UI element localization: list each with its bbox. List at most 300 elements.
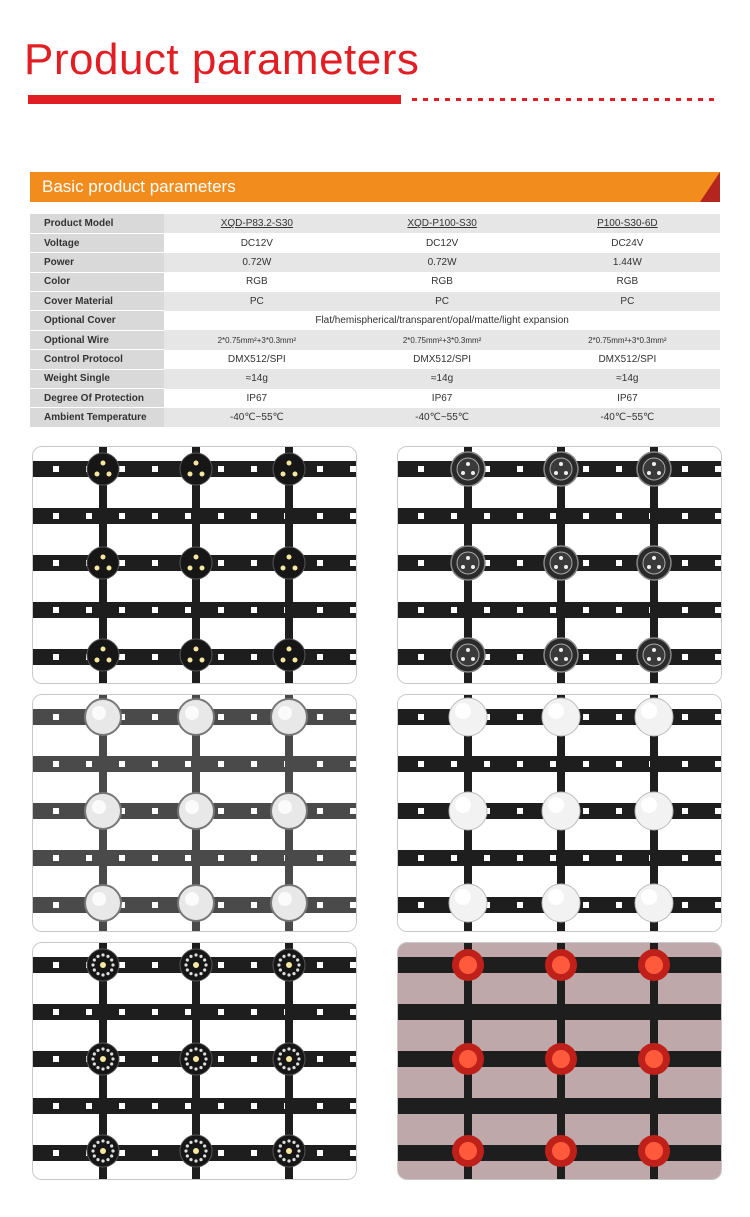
strip-window bbox=[550, 855, 556, 861]
strip-window bbox=[251, 761, 257, 767]
strip-window bbox=[218, 1103, 224, 1109]
value-cell: -40℃~55℃ bbox=[164, 408, 349, 427]
led-dot bbox=[292, 972, 295, 975]
strip-window bbox=[715, 560, 721, 566]
strip-window bbox=[616, 714, 622, 720]
strip-window bbox=[218, 513, 224, 519]
led-chip bbox=[652, 462, 656, 466]
led-dot bbox=[101, 1047, 104, 1050]
value-cell: IP67 bbox=[535, 389, 720, 408]
strip-window bbox=[350, 654, 356, 660]
led-chip bbox=[194, 647, 199, 652]
led-dot bbox=[106, 1141, 109, 1144]
table-row bbox=[30, 272, 720, 291]
led-chip bbox=[559, 462, 563, 466]
led-dot bbox=[189, 1141, 192, 1144]
led-dot bbox=[277, 1057, 280, 1060]
strip-window bbox=[152, 513, 158, 519]
strip-window bbox=[350, 902, 356, 908]
led-chip bbox=[647, 471, 651, 475]
strip-window bbox=[616, 607, 622, 613]
table-row bbox=[30, 350, 720, 369]
strip-window bbox=[317, 654, 323, 660]
led-chip bbox=[647, 565, 651, 569]
strip-window bbox=[251, 808, 257, 814]
strip-window bbox=[350, 1056, 356, 1062]
strip-window bbox=[517, 855, 523, 861]
strip-window bbox=[317, 1056, 323, 1062]
strip-window bbox=[517, 808, 523, 814]
pixel-node bbox=[87, 639, 119, 671]
strip-window bbox=[152, 560, 158, 566]
led-dot bbox=[93, 1052, 96, 1055]
clear-cover bbox=[550, 552, 572, 574]
led-dot bbox=[297, 1149, 300, 1152]
table-row bbox=[30, 311, 720, 330]
value-cell: PC bbox=[349, 292, 534, 311]
led-chip bbox=[193, 1148, 199, 1154]
row-label: Color bbox=[30, 272, 164, 291]
strip-window bbox=[86, 1103, 92, 1109]
value-cell: 1.44W bbox=[535, 253, 720, 272]
strip-window bbox=[218, 1056, 224, 1062]
strip-window bbox=[583, 902, 589, 908]
value-cell: 0.72W bbox=[349, 253, 534, 272]
model-cell: XQD-P100-S30 bbox=[349, 214, 534, 233]
strip-window bbox=[484, 513, 490, 519]
strip-window bbox=[350, 513, 356, 519]
pixel-node bbox=[273, 639, 305, 671]
led-dot bbox=[110, 1144, 113, 1147]
led-dot bbox=[279, 1052, 282, 1055]
led-dot bbox=[96, 972, 99, 975]
strip-window bbox=[317, 1009, 323, 1015]
strip-window bbox=[119, 607, 125, 613]
strip-window bbox=[152, 1009, 158, 1015]
clear-cover bbox=[457, 644, 479, 666]
led-chip bbox=[559, 556, 563, 560]
strip-window bbox=[152, 1056, 158, 1062]
product-photo-1 bbox=[32, 446, 357, 684]
strip-window bbox=[119, 1150, 125, 1156]
led-dot bbox=[189, 1049, 192, 1052]
strip-window bbox=[185, 1103, 191, 1109]
strip-window bbox=[218, 714, 224, 720]
led-chip bbox=[652, 556, 656, 560]
strip-window bbox=[218, 902, 224, 908]
strip-window bbox=[152, 902, 158, 908]
led-dot bbox=[91, 963, 94, 966]
strip-window bbox=[682, 855, 688, 861]
led-dot bbox=[96, 1049, 99, 1052]
led-dot bbox=[199, 1066, 202, 1069]
led-dot bbox=[203, 1062, 206, 1065]
pixel-node bbox=[87, 453, 119, 485]
title-underline bbox=[28, 95, 401, 104]
strip-window bbox=[350, 1009, 356, 1015]
led-chip bbox=[100, 1148, 106, 1154]
strip-window bbox=[218, 607, 224, 613]
cover-highlight bbox=[185, 892, 199, 906]
lit-core bbox=[459, 1050, 477, 1068]
strip-window bbox=[251, 714, 257, 720]
led-chip bbox=[101, 461, 106, 466]
strip-window bbox=[517, 560, 523, 566]
pixel-node bbox=[180, 453, 212, 485]
strip-window bbox=[251, 560, 257, 566]
led-dot bbox=[199, 972, 202, 975]
strip-window bbox=[484, 607, 490, 613]
strip-window bbox=[152, 761, 158, 767]
strip-window bbox=[185, 513, 191, 519]
cover-highlight bbox=[548, 703, 564, 719]
led-dot bbox=[297, 1057, 300, 1060]
strip-window bbox=[152, 1150, 158, 1156]
cover-highlight bbox=[185, 706, 199, 720]
led-dot bbox=[287, 1067, 290, 1070]
strip-window bbox=[251, 607, 257, 613]
strip-window bbox=[418, 560, 424, 566]
product-photo-4 bbox=[397, 694, 722, 932]
lit-core bbox=[459, 1142, 477, 1160]
led-chip bbox=[554, 565, 558, 569]
model-cell: XQD-P83.2-S30 bbox=[164, 214, 349, 233]
led-dot bbox=[96, 1158, 99, 1161]
led-chip bbox=[466, 648, 470, 652]
led-dot bbox=[296, 1144, 299, 1147]
led-dot bbox=[279, 958, 282, 961]
led-dot bbox=[282, 955, 285, 958]
product-photo-5 bbox=[32, 942, 357, 1180]
strip-window bbox=[682, 607, 688, 613]
strip-window bbox=[218, 808, 224, 814]
strip-window bbox=[682, 560, 688, 566]
strip-window bbox=[451, 761, 457, 767]
strip-window bbox=[583, 808, 589, 814]
strip-window bbox=[251, 1009, 257, 1015]
led-dot bbox=[199, 1049, 202, 1052]
strip-window bbox=[583, 466, 589, 472]
strip-window bbox=[616, 654, 622, 660]
strip-window bbox=[185, 607, 191, 613]
strip-window bbox=[418, 902, 424, 908]
led-chip bbox=[281, 566, 286, 571]
led-dot bbox=[101, 1159, 104, 1162]
led-dot bbox=[184, 1149, 187, 1152]
strip-window bbox=[152, 808, 158, 814]
strip-window bbox=[682, 902, 688, 908]
led-chip bbox=[293, 472, 298, 477]
led-chip bbox=[101, 555, 106, 560]
value-cell: 0.72W bbox=[164, 253, 349, 272]
strip-window bbox=[53, 1056, 59, 1062]
led-chip bbox=[188, 658, 193, 663]
strip-window bbox=[418, 761, 424, 767]
strip-window bbox=[715, 607, 721, 613]
led-dot bbox=[101, 953, 104, 956]
value-cell: PC bbox=[164, 292, 349, 311]
table-row bbox=[30, 389, 720, 408]
section-header bbox=[30, 172, 720, 202]
strip-window bbox=[218, 1150, 224, 1156]
strip-window bbox=[715, 808, 721, 814]
lit-core bbox=[645, 956, 663, 974]
led-dot bbox=[101, 1139, 104, 1142]
strip-window bbox=[350, 1150, 356, 1156]
strip-window bbox=[152, 654, 158, 660]
pixel-node bbox=[180, 639, 212, 671]
table-row bbox=[30, 292, 720, 311]
led-dot bbox=[106, 972, 109, 975]
led-dot bbox=[282, 1049, 285, 1052]
strip-window bbox=[350, 607, 356, 613]
cover-highlight bbox=[185, 800, 199, 814]
led-chip bbox=[200, 472, 205, 477]
cover-highlight bbox=[278, 800, 292, 814]
strip-window bbox=[583, 761, 589, 767]
value-cell: DMX512/SPI bbox=[349, 350, 534, 369]
value-cell: PC bbox=[535, 292, 720, 311]
led-dot bbox=[110, 958, 113, 961]
led-dot bbox=[93, 1144, 96, 1147]
strip-window bbox=[119, 962, 125, 968]
strip-window bbox=[317, 902, 323, 908]
led-dot bbox=[199, 1141, 202, 1144]
clear-cover bbox=[643, 552, 665, 574]
led-chip bbox=[461, 565, 465, 569]
strip-window bbox=[583, 654, 589, 660]
strip-window bbox=[418, 654, 424, 660]
led-dot bbox=[296, 958, 299, 961]
table-row bbox=[30, 408, 720, 427]
cover-highlight bbox=[92, 800, 106, 814]
led-dot bbox=[96, 1066, 99, 1069]
strip-window bbox=[682, 808, 688, 814]
clear-cover bbox=[550, 458, 572, 480]
led-dot bbox=[287, 1159, 290, 1162]
led-dot bbox=[101, 973, 104, 976]
strip-window bbox=[317, 607, 323, 613]
led-dot bbox=[111, 1149, 114, 1152]
value-cell: RGB bbox=[164, 272, 349, 291]
led-chip bbox=[471, 471, 475, 475]
led-dot bbox=[106, 1049, 109, 1052]
value-cell: ≈14g bbox=[349, 369, 534, 388]
led-dot bbox=[186, 968, 189, 971]
led-dot bbox=[111, 963, 114, 966]
cover-highlight bbox=[641, 797, 657, 813]
strip-window bbox=[53, 1103, 59, 1109]
led-chip bbox=[100, 962, 106, 968]
strip-window bbox=[715, 714, 721, 720]
strip-window bbox=[53, 962, 59, 968]
led-chip bbox=[281, 472, 286, 477]
led-dot bbox=[203, 1144, 206, 1147]
strip-window bbox=[251, 654, 257, 660]
led-chip bbox=[107, 566, 112, 571]
strip-window bbox=[119, 1056, 125, 1062]
strip-window bbox=[350, 1103, 356, 1109]
led-dot bbox=[194, 973, 197, 976]
strip-window bbox=[119, 1009, 125, 1015]
strip-window bbox=[715, 513, 721, 519]
value-cell: DC12V bbox=[349, 233, 534, 252]
strip-window bbox=[715, 761, 721, 767]
strip-window bbox=[53, 902, 59, 908]
led-dot bbox=[93, 968, 96, 971]
led-chip bbox=[200, 566, 205, 571]
led-dot bbox=[93, 958, 96, 961]
row-label: Product Model bbox=[30, 214, 164, 233]
row-label: Cover Material bbox=[30, 292, 164, 311]
strip-window bbox=[715, 902, 721, 908]
cover-highlight bbox=[455, 889, 471, 905]
strip-window bbox=[715, 654, 721, 660]
strip-window bbox=[251, 1150, 257, 1156]
led-dot bbox=[91, 1057, 94, 1060]
led-dot bbox=[110, 968, 113, 971]
led-dot bbox=[101, 1067, 104, 1070]
strip-window bbox=[451, 855, 457, 861]
table-header-row bbox=[30, 214, 720, 233]
led-dot bbox=[282, 1066, 285, 1069]
strip-window bbox=[218, 761, 224, 767]
strip-window bbox=[317, 761, 323, 767]
cover-highlight bbox=[92, 892, 106, 906]
led-dot bbox=[277, 963, 280, 966]
strip-window bbox=[418, 855, 424, 861]
led-dot bbox=[204, 1149, 207, 1152]
led-chip bbox=[287, 461, 292, 466]
led-dot bbox=[110, 1052, 113, 1055]
led-chip bbox=[200, 658, 205, 663]
led-dot bbox=[106, 1158, 109, 1161]
led-chip bbox=[194, 555, 199, 560]
value-cell: ≈14g bbox=[164, 369, 349, 388]
led-chip bbox=[657, 565, 661, 569]
section-corner-accent bbox=[700, 172, 720, 202]
led-dot bbox=[292, 955, 295, 958]
strip-window bbox=[53, 654, 59, 660]
led-chip bbox=[554, 657, 558, 661]
strip-window bbox=[616, 513, 622, 519]
table-row bbox=[30, 330, 720, 349]
led-dot bbox=[186, 1144, 189, 1147]
led-dot bbox=[199, 1158, 202, 1161]
strip-window bbox=[517, 466, 523, 472]
strip-window bbox=[218, 962, 224, 968]
clear-cover bbox=[643, 458, 665, 480]
strip-window bbox=[418, 513, 424, 519]
led-dot bbox=[279, 1062, 282, 1065]
led-chip bbox=[194, 461, 199, 466]
led-dot bbox=[203, 958, 206, 961]
strip-window bbox=[218, 560, 224, 566]
led-chip bbox=[101, 647, 106, 652]
row-label: Degree Of Protection bbox=[30, 389, 164, 408]
led-chip bbox=[95, 566, 100, 571]
page-title: Product parameters bbox=[24, 35, 420, 84]
strip-window bbox=[317, 855, 323, 861]
value-cell: ≈14g bbox=[535, 369, 720, 388]
led-dot bbox=[194, 1067, 197, 1070]
strip-window bbox=[317, 714, 323, 720]
led-dot bbox=[203, 968, 206, 971]
led-dot bbox=[110, 1154, 113, 1157]
led-dot bbox=[96, 1141, 99, 1144]
strip-window bbox=[715, 466, 721, 472]
strip-window bbox=[418, 714, 424, 720]
strip-window bbox=[517, 714, 523, 720]
strip-window bbox=[715, 855, 721, 861]
strip-window bbox=[53, 607, 59, 613]
strip-window bbox=[550, 607, 556, 613]
table-row bbox=[30, 233, 720, 252]
strip-window bbox=[317, 962, 323, 968]
row-label: Weight Single bbox=[30, 369, 164, 388]
led-dot bbox=[184, 963, 187, 966]
led-dot bbox=[292, 1141, 295, 1144]
led-dot bbox=[91, 1149, 94, 1152]
strip-window bbox=[350, 962, 356, 968]
strip-window bbox=[53, 466, 59, 472]
led-dot bbox=[186, 958, 189, 961]
led-dot bbox=[292, 1066, 295, 1069]
lit-core bbox=[645, 1142, 663, 1160]
strip-window bbox=[317, 466, 323, 472]
value-cell: 2*0.75mm²+3*0.3mm² bbox=[164, 330, 349, 349]
strip-window bbox=[350, 714, 356, 720]
strip-window bbox=[53, 855, 59, 861]
led-dot bbox=[282, 972, 285, 975]
strip-window bbox=[119, 513, 125, 519]
lit-core bbox=[645, 1050, 663, 1068]
strip-window bbox=[418, 607, 424, 613]
led-chip bbox=[554, 471, 558, 475]
merged-value-cell: Flat/hemispherical/transparent/opal/matte/light expansion bbox=[164, 311, 720, 330]
strip-window bbox=[350, 761, 356, 767]
strip-window bbox=[53, 560, 59, 566]
strip-window bbox=[616, 466, 622, 472]
value-cell: -40℃~55℃ bbox=[349, 408, 534, 427]
strip-window bbox=[583, 855, 589, 861]
strip-window bbox=[251, 962, 257, 968]
led-dot bbox=[296, 968, 299, 971]
value-cell: DC12V bbox=[164, 233, 349, 252]
led-chip bbox=[193, 962, 199, 968]
strip-window bbox=[451, 513, 457, 519]
lit-core bbox=[552, 1050, 570, 1068]
strip-window bbox=[517, 654, 523, 660]
strip-window bbox=[317, 560, 323, 566]
strip-window bbox=[251, 1056, 257, 1062]
led-chip bbox=[471, 657, 475, 661]
strip-window bbox=[682, 466, 688, 472]
led-dot bbox=[93, 1062, 96, 1065]
led-dot bbox=[194, 1047, 197, 1050]
row-label: Power bbox=[30, 253, 164, 272]
led-chip bbox=[466, 462, 470, 466]
strip-window bbox=[682, 654, 688, 660]
cover-highlight bbox=[641, 889, 657, 905]
value-cell: 2*0.75mm²+3*0.3mm² bbox=[349, 330, 534, 349]
cover-highlight bbox=[641, 703, 657, 719]
clear-cover bbox=[643, 644, 665, 666]
strip-window bbox=[53, 1150, 59, 1156]
strip-window bbox=[185, 855, 191, 861]
led-chip bbox=[286, 962, 292, 968]
section-title: Basic product parameters bbox=[42, 177, 236, 196]
